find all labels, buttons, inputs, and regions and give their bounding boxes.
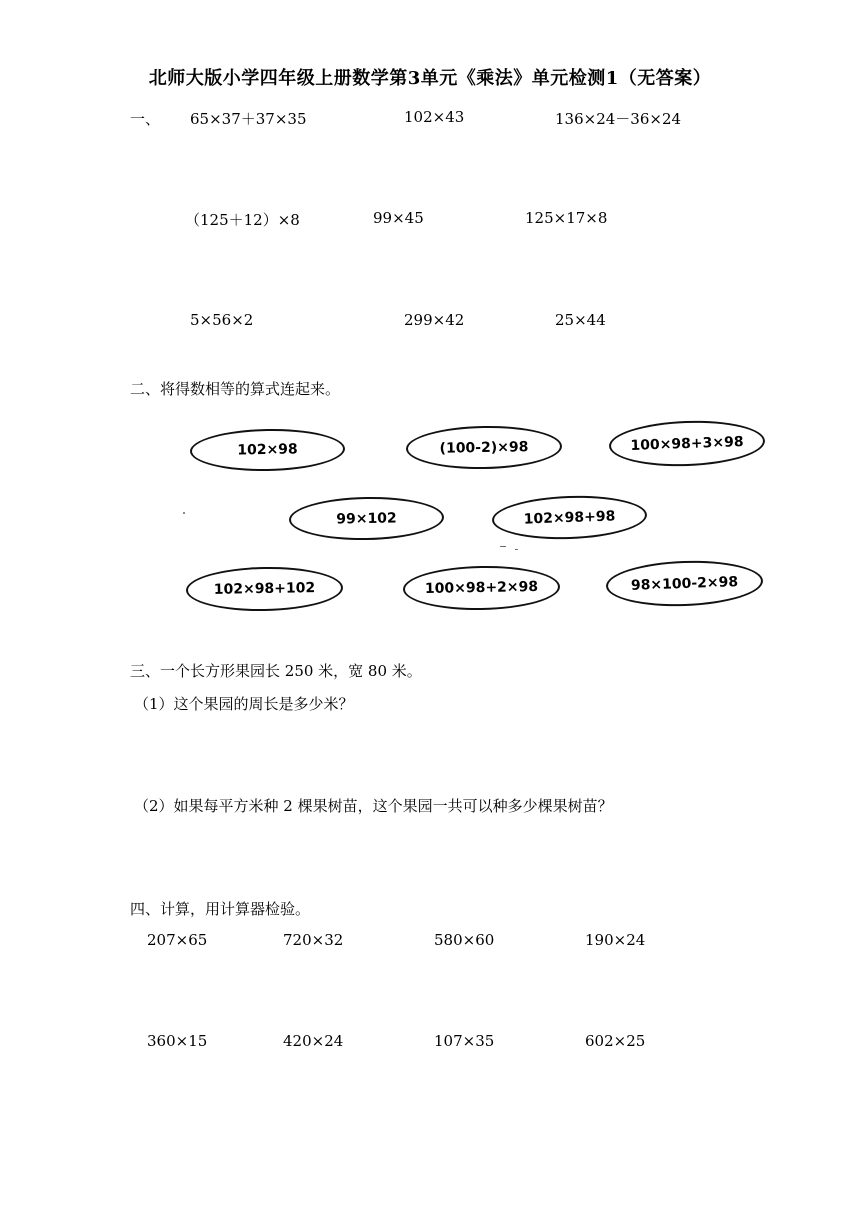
section4-expr: 602×25	[585, 1032, 646, 1050]
oval-label: 100×98+3×98	[630, 433, 744, 454]
section4-expr: 720×32	[283, 931, 344, 949]
section1-expr: 102×43	[404, 108, 465, 126]
scan-speck	[183, 512, 185, 514]
section4-heading: 四、计算，用计算器检验。	[130, 900, 311, 918]
expression-oval[interactable]	[186, 566, 344, 613]
expression-oval[interactable]	[406, 425, 563, 471]
section1-expr: 136×24－36×24	[555, 110, 682, 128]
oval-label: 99×102	[336, 509, 397, 528]
section3-heading: 三、一个长方形果园长 250 米，宽 80 米。	[130, 662, 422, 680]
section4-expr: 190×24	[585, 931, 646, 949]
section4-expr: 580×60	[434, 931, 495, 949]
section1-expr: 299×42	[404, 311, 465, 329]
oval-label: 98×100-2×98	[630, 573, 739, 594]
page-title: 北师大版小学四年级上册数学第3单元《乘法》单元检测1（无答案）	[148, 68, 712, 89]
expression-oval[interactable]	[403, 565, 561, 612]
oval-label: 100×98+2×98	[424, 579, 539, 597]
expression-oval[interactable]	[608, 418, 765, 468]
section1-expr: 99×45	[373, 209, 424, 227]
section4-expr: 107×35	[434, 1032, 495, 1050]
section4-expr: 207×65	[147, 931, 208, 949]
section1-expr: 65×37＋37×35	[190, 110, 307, 128]
oval-label: 102×98+102	[213, 580, 316, 598]
oval-label: (100-2)×98	[439, 438, 529, 457]
section4-expr: 360×15	[147, 1032, 208, 1050]
section1-expr: 5×56×2	[190, 311, 254, 329]
scan-speck	[500, 546, 506, 547]
section1-expr: 25×44	[555, 311, 606, 329]
section3-question-2: （2）如果每平方米种 2 棵果树苗，这个果园一共可以种多少棵果树苗？	[134, 797, 613, 815]
expression-oval[interactable]	[289, 496, 445, 542]
scan-speck	[515, 549, 518, 550]
section4-expr: 420×24	[283, 1032, 344, 1050]
section2-heading: 二、将得数相等的算式连起来。	[130, 380, 341, 398]
expression-oval[interactable]	[605, 558, 763, 608]
section3-question-1: （1）这个果园的周长是多少米？	[134, 695, 354, 713]
oval-label: 102×98+98	[523, 507, 616, 528]
section1-expr: （125＋12）×8	[185, 211, 300, 229]
expression-oval[interactable]	[190, 428, 346, 473]
section1-label: 一、	[130, 110, 161, 128]
oval-label: 102×98	[237, 441, 298, 459]
expression-oval[interactable]	[491, 493, 647, 541]
section1-expr: 125×17×8	[525, 209, 608, 227]
